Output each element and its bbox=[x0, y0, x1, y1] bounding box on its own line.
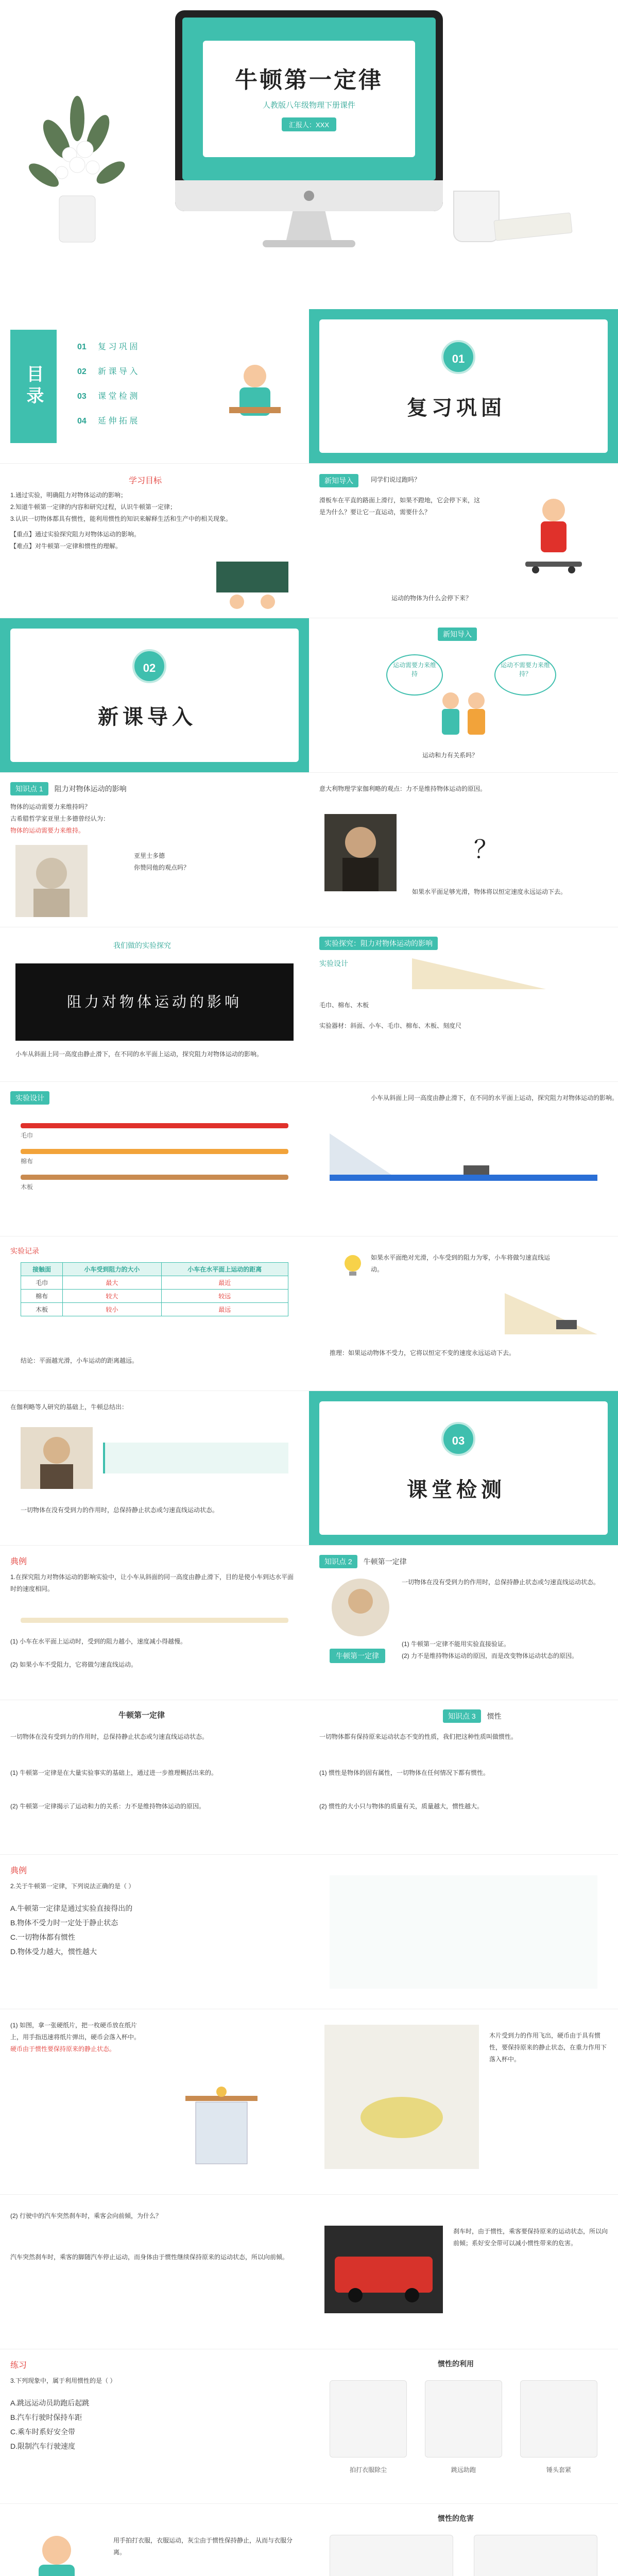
knowledge3-slide bbox=[309, 1700, 618, 1855]
lightbulb-icon bbox=[340, 1252, 366, 1278]
inference-text: 如果水平面绝对光滑，小车受到的阻力为零，小车将做匀速直线运动。 bbox=[371, 1254, 551, 1273]
section-slide-02 bbox=[0, 618, 309, 773]
experiment-design: 实验设计 bbox=[319, 959, 348, 968]
newton-law-p1: (1) 牛顿第一定律是在大量实验事实的基础上，通过进一步推理概括出来的。 bbox=[10, 1769, 218, 1776]
row-knowledge1 bbox=[0, 773, 618, 927]
row-review bbox=[0, 464, 618, 618]
table-header: 小车受到阻力的大小 bbox=[63, 1263, 161, 1276]
newton-intro-text1: 在伽利略等人研究的基础上，牛顿总结出： bbox=[10, 1403, 128, 1411]
coin-side-text: 木片受到力的作用飞出，硬币由于具有惯性，要保持原来的静止状态，在重力作用下落入杯中。 bbox=[489, 2032, 607, 2063]
quiz-option[interactable]: B.物体不受力时一定处于静止状态 bbox=[10, 1919, 118, 1927]
row-toc bbox=[0, 309, 618, 464]
surface-label: 木板 bbox=[21, 1183, 33, 1191]
knowledge2-tag: 牛顿第一定律 bbox=[330, 1649, 385, 1663]
surface-towel bbox=[21, 1123, 288, 1128]
example-label: 锤头套紧 bbox=[546, 2466, 571, 2473]
bubbles-slide bbox=[309, 618, 618, 773]
toc-item[interactable]: 03 课 堂 检 测 bbox=[77, 392, 138, 401]
surface-wood bbox=[21, 1175, 288, 1180]
quiz1-question: 1.在探究阻力对物体运动的影响实验中，让小车从斜面的同一高度由静止滑下，目的是使小车到达水平面时的速度相同。 bbox=[10, 1573, 294, 1592]
newton-law-slide bbox=[0, 1700, 309, 1855]
toc-slide bbox=[0, 309, 309, 464]
quiz3-slide bbox=[0, 2349, 309, 2504]
row-record bbox=[0, 1082, 618, 1236]
intro-text1: 同学们说过跑吗？ bbox=[371, 476, 421, 483]
review-heading: 学习目标 bbox=[129, 477, 162, 485]
book-illustration bbox=[493, 212, 572, 241]
example-tile bbox=[520, 2380, 597, 2458]
example-label: 拍打衣服除尘 bbox=[349, 2466, 387, 2473]
toc-item[interactable]: 04 延 伸 拓 展 bbox=[77, 417, 138, 426]
bus-answer: 汽车突然刹车时，乘客的脚随汽车停止运动，而身体由于惯性继续保持原来的运动状态，所以向前倾。 bbox=[10, 2253, 289, 2261]
row-coin bbox=[0, 2009, 618, 2195]
row-experiment bbox=[0, 927, 618, 1082]
table-header: 接触面 bbox=[21, 1263, 63, 1276]
quiz-option[interactable]: A.跳远运动员助跑后起跳 bbox=[10, 2399, 90, 2407]
danger-title: 惯性的危害 bbox=[438, 2514, 474, 2522]
ramp-illustration bbox=[412, 958, 546, 989]
surfaces-heading: 实验设计 bbox=[10, 1091, 49, 1105]
example-tile bbox=[425, 2380, 502, 2458]
experiment-heading: 实验探究：阻力对物体运动的影响 bbox=[319, 937, 438, 950]
quiz-option[interactable]: B.汽车行驶时保持车距 bbox=[10, 2413, 82, 2421]
cart-experiment-illustration bbox=[330, 1123, 597, 1211]
galileo-portrait bbox=[324, 814, 397, 891]
kids-illustration bbox=[433, 685, 494, 742]
surface-cotton bbox=[21, 1149, 288, 1154]
toc-item[interactable]: 01 复 习 巩 固 bbox=[77, 343, 138, 351]
blue-experiment-slide bbox=[309, 1082, 618, 1236]
knowledge3-title: 知识点 3 惯性 bbox=[443, 1709, 502, 1723]
aristotle-caption: 亚里士多德 你赞同他的观点吗？ bbox=[134, 852, 190, 871]
section-slide-03 bbox=[309, 1391, 618, 1546]
row-quiz3 bbox=[0, 2349, 618, 2504]
newton-intro-text2: 一切物体在没有受到力的作用时，总保持静止状态或匀速直线运动状态。 bbox=[21, 1506, 219, 1514]
surfaces-slide bbox=[0, 1082, 309, 1236]
quiz3-options bbox=[10, 2396, 299, 2453]
row-table bbox=[0, 1236, 618, 1391]
quiz3-heading: 练习 bbox=[10, 2361, 27, 2370]
review-points: 1.通过实验，明确阻力对物体运动的影响； 2.知道牛顿第一定律的内容和研究过程，认识牛顿第一定律； 3.认识一切物体都具有惯性，能利用惯性的知识来解释生活和生产中的相关现象。 【重点】通过实验探究阻力对物体运动的影响。 【难点】对牛顿第一定律和惯性的理解。 bbox=[10, 492, 232, 550]
bus-question: (2) 行驶中的汽车突然刹车时，乘客会向前倾，为什么？ bbox=[10, 2212, 162, 2219]
blackboard-panel: 阻力对物体运动的影响 bbox=[15, 963, 294, 1041]
quiz1-answer-a: (1) 小车在水平面上运动时，受到的阻力越小，速度减小得越慢。 bbox=[10, 1638, 187, 1645]
intro-heading: 新知导入 bbox=[319, 474, 358, 487]
danger-tile bbox=[330, 2535, 453, 2576]
inertia-examples-slide bbox=[309, 2349, 618, 2504]
inference-slide bbox=[309, 1236, 618, 1391]
slime-illustration bbox=[324, 2025, 479, 2169]
row-section02 bbox=[0, 618, 618, 773]
row-newton-intro bbox=[0, 1391, 618, 1546]
knowledge1-title: 知识点 1 阻力对物体运动的影响 bbox=[10, 782, 127, 795]
experiment-desc: 实验器材：斜面、小车、毛巾、棉布、木板、刻度尺 bbox=[319, 1022, 462, 1029]
quiz1-heading: 典例 bbox=[10, 1557, 27, 1566]
thought-bubble-2: 运动不需要力来维持？ bbox=[494, 654, 556, 696]
newton-avatar bbox=[330, 1577, 391, 1638]
bus-side-slide bbox=[309, 2195, 618, 2349]
surface-label: 棉布 bbox=[21, 1158, 33, 1165]
dust-slide bbox=[0, 2504, 309, 2576]
section-title: 课堂检测 bbox=[407, 1479, 506, 1501]
hero-slide bbox=[0, 0, 618, 309]
knowledge3-text: 一切物体都有保持原来运动状态不变的性质，我们把这种性质叫做惯性。 bbox=[319, 1733, 518, 1740]
toc-item[interactable]: 02 新 课 导 入 bbox=[77, 367, 138, 376]
coin-cup-illustration bbox=[154, 2030, 288, 2174]
quiz2-question: 2.关于牛顿第一定律，下列说法正确的是（ ） bbox=[10, 1883, 135, 1890]
record-heading: 实验记录 bbox=[10, 1247, 39, 1255]
coin-text: (1) 如图，拿一张硬纸片，把一枚硬币放在纸片上，用手指迅速将纸片弹出，硬币会落入杯中。 硬币由于惯性要保持原来的静止状态。 bbox=[10, 2022, 141, 2053]
inertia-intro-slide bbox=[309, 1855, 618, 2009]
danger-slide bbox=[309, 2504, 618, 2576]
section-title: 复习巩固 bbox=[407, 397, 506, 419]
title-card bbox=[203, 41, 415, 157]
quiz2-heading: 典例 bbox=[10, 1867, 27, 1875]
toc-label: 目录 bbox=[10, 330, 57, 443]
knowledge1-slide bbox=[0, 773, 309, 927]
monitor-screen bbox=[182, 18, 436, 180]
aristotle-portrait bbox=[15, 845, 88, 917]
monitor-chin bbox=[175, 180, 443, 211]
coin-side-slide bbox=[309, 2009, 618, 2195]
newton-intro-slide bbox=[0, 1391, 309, 1546]
example-tile bbox=[330, 2380, 407, 2458]
logo-icon bbox=[304, 191, 314, 201]
hero-subtitle: 人教版八年级物理下册课件 bbox=[262, 101, 355, 110]
table-row: 木板 较小 最远 bbox=[21, 1303, 288, 1316]
surface-label: 毛巾 bbox=[21, 1132, 33, 1139]
section-number: 03 bbox=[441, 1422, 475, 1456]
skateboard-illustration bbox=[505, 484, 603, 582]
quiz-option[interactable]: D.限制汽车行驶速度 bbox=[10, 2442, 75, 2450]
quiz1-slide bbox=[0, 1546, 309, 1700]
ramp-cart-illustration bbox=[505, 1283, 597, 1340]
section-slide-01 bbox=[309, 309, 618, 464]
monitor-base bbox=[263, 240, 355, 247]
galileo-slide bbox=[309, 773, 618, 927]
cup-illustration bbox=[453, 191, 500, 242]
bus-illustration bbox=[324, 2226, 443, 2313]
newton-portrait bbox=[21, 1427, 93, 1489]
bus-slide bbox=[0, 2195, 309, 2349]
table-row: 棉布 较大 较远 bbox=[21, 1290, 288, 1303]
example-label: 跳远助跑 bbox=[451, 2466, 476, 2473]
intro-question-slide bbox=[309, 464, 618, 618]
table-header: 小车在水平面上运动的距离 bbox=[161, 1263, 288, 1276]
row-newton-law bbox=[0, 1700, 618, 1855]
bubbles-caption: 运动和力有关系吗？ bbox=[422, 752, 478, 759]
hero-title: 牛顿第一定律 bbox=[235, 67, 383, 93]
quiz1-answer-b: (2) 如果小车不受阻力，它将做匀速直线运动。 bbox=[10, 1661, 138, 1668]
section-title: 新课导入 bbox=[98, 706, 197, 728]
thought-bubble-1: 运动需要力来维持 bbox=[386, 654, 443, 696]
galileo-text: 意大利物理学家伽利略的观点：力不是维持物体运动的原因。 bbox=[319, 785, 487, 792]
presenter-badge: 汇报人：XXX bbox=[282, 117, 336, 131]
blackboard-heading: 我们做的实验探究 bbox=[113, 941, 171, 950]
blackboard-caption: 小车从斜面上同一高度由静止滑下，在不同的水平面上运动，探究阻力对物体运动的影响。 bbox=[15, 1050, 263, 1058]
plant-illustration bbox=[21, 77, 134, 247]
experiment-slide bbox=[309, 927, 618, 1082]
galileo-question-mark: ？ bbox=[474, 836, 499, 863]
quiz-option[interactable]: C.一切物体都有惯性 bbox=[10, 1933, 75, 1941]
intro-text2: 滑板车在平直的路面上滑行，如果不蹬地，它会停下来，这是为什么？要让它一直运动，需要什么？ bbox=[319, 497, 480, 516]
record-note: 结论：平面越光滑，小车运动的距离越远。 bbox=[21, 1357, 139, 1364]
quiz-option[interactable]: D.物体受力越大，惯性越大 bbox=[10, 1947, 97, 1956]
cleaning-illustration bbox=[10, 2524, 103, 2576]
experiment-items: 毛巾、棉布、木板 bbox=[319, 1002, 369, 1009]
monitor-illustration bbox=[175, 10, 443, 211]
toc-list bbox=[77, 335, 138, 434]
knowledge2-law: 一切物体在没有受到力的作用时，总保持静止状态或匀速直线运动状态。 bbox=[402, 1579, 600, 1586]
table-row: 毛巾 最大 最近 bbox=[21, 1276, 288, 1290]
inference-note: 推理：如果运动物体不受力，它将以恒定不变的速度永远运动下去。 bbox=[330, 1349, 516, 1357]
row-danger bbox=[0, 2504, 618, 2576]
classroom-illustration bbox=[216, 562, 288, 613]
quiz2-slide bbox=[0, 1855, 309, 2009]
quiz3-question: 3.下列现象中，属于利用惯性的是（ ） bbox=[10, 2377, 116, 2384]
knowledge2-title: 知识点 2 牛顿第一定律 bbox=[319, 1555, 407, 1568]
inertia-diagram bbox=[330, 1875, 597, 1989]
quiz1-ramp bbox=[21, 1618, 288, 1623]
intro-text3: 运动的物体为什么会停下来？ bbox=[391, 595, 472, 602]
quiz2-options bbox=[10, 1901, 299, 1959]
row-quiz2 bbox=[0, 1855, 618, 2009]
student-illustration bbox=[216, 355, 294, 422]
quiz-option[interactable]: C.乘车时系好安全带 bbox=[10, 2428, 75, 2436]
bus-side-text: 刹车时，由于惯性，乘客要保持原来的运动状态，所以向前倾；系好安全带可以减小惯性带来的危害。 bbox=[453, 2228, 608, 2247]
dust-text: 用手拍打衣服，衣服运动，灰尘由于惯性保持静止，从而与衣服分离。 bbox=[113, 2537, 293, 2556]
newton-law-title: 牛顿第一定律 bbox=[118, 1711, 165, 1720]
bubbles-heading: 新知导入 bbox=[438, 628, 477, 641]
row-bus bbox=[0, 2195, 618, 2349]
coin-slide bbox=[0, 2009, 309, 2195]
danger-tile bbox=[474, 2535, 597, 2576]
newton-law-p2: (2) 牛顿第一定律揭示了运动和力的关系：力不是维持物体运动的原因。 bbox=[10, 1803, 205, 1810]
record-table bbox=[21, 1262, 288, 1316]
section-number: 02 bbox=[132, 649, 166, 683]
row-quiz1 bbox=[0, 1546, 618, 1700]
monitor-stand bbox=[286, 211, 332, 242]
knowledge2-slide bbox=[309, 1546, 618, 1700]
knowledge3-p2: (2) 惯性的大小只与物体的质量有关，质量越大，惯性越大。 bbox=[319, 1803, 484, 1810]
knowledge2-points: (1) 牛顿第一定律不能用实验直接验证。 (2) 力不是维持物体运动的原因，而是改变物体运动状态的原因。 bbox=[402, 1640, 578, 1659]
examples-title: 惯性的利用 bbox=[438, 2360, 474, 2368]
blackboard-slide bbox=[0, 927, 309, 1082]
galileo-quote: 如果水平面足够光滑，物体将以恒定速度永远运动下去。 bbox=[412, 888, 567, 895]
knowledge1-text: 物体的运动需要力来维持吗？ 古希腊哲学家亚里士多德曾经认为： 物体的运动需要力来维持。 bbox=[10, 803, 110, 834]
blue-heading: 小车从斜面上同一高度由静止滑下，在不同的水平面上运动，探究阻力对物体运动的影响。 bbox=[371, 1094, 618, 1101]
newton-law-box bbox=[103, 1443, 288, 1473]
section-number: 01 bbox=[441, 340, 475, 374]
review-slide bbox=[0, 464, 309, 618]
record-slide bbox=[0, 1236, 309, 1391]
newton-law-main: 一切物体在没有受到力的作用时，总保持静止状态或匀速直线运动状态。 bbox=[10, 1733, 209, 1740]
quiz-option[interactable]: A.牛顿第一定律是通过实验直接得出的 bbox=[10, 1904, 133, 1912]
knowledge3-p1: (1) 惯性是物体的固有属性，一切物体在任何情况下都有惯性。 bbox=[319, 1769, 490, 1776]
